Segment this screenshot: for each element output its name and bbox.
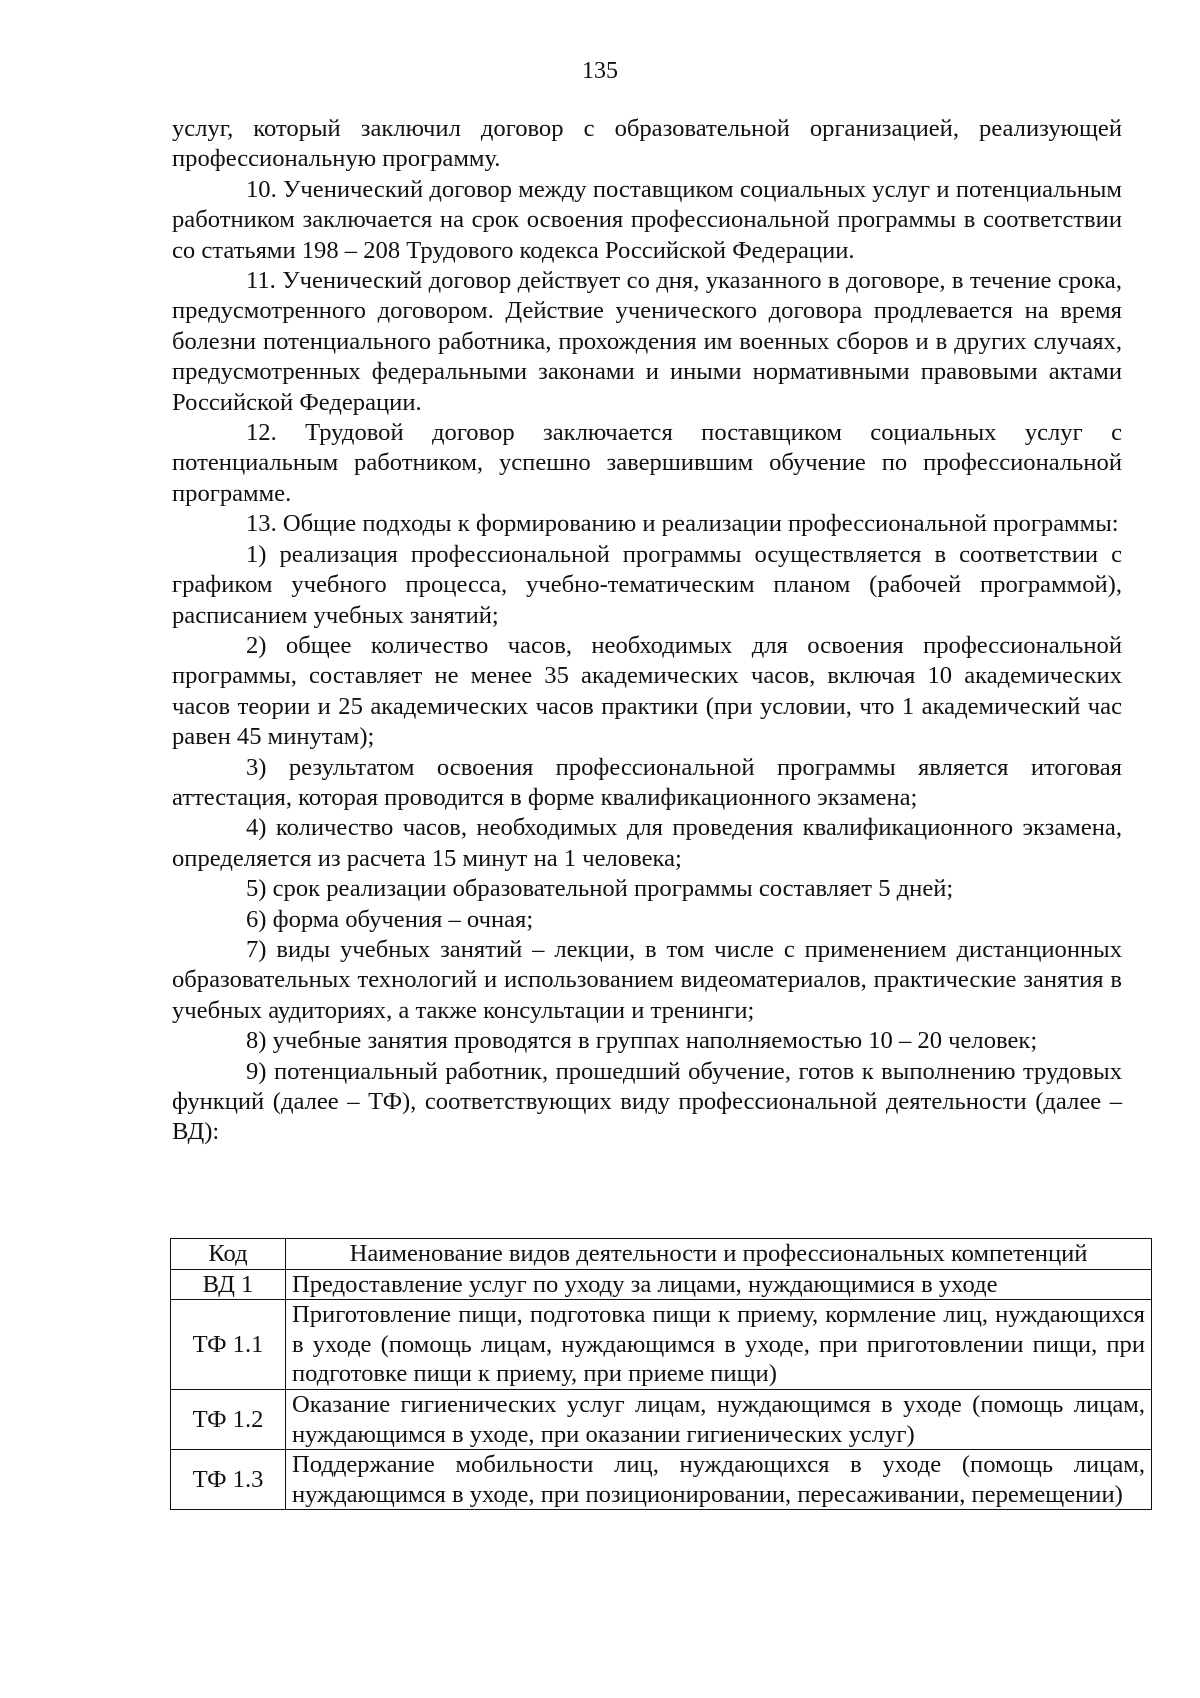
row-code: ВД 1 [171, 1269, 286, 1300]
paragraph-10: 10. Ученический договор между поставщиком социальных услуг и потенциальным работником заключается на срок освоения профессиональной программы в соответствии со статьями 198 – 208 Трудового кодекса Российской Федерации. [172, 175, 1122, 264]
row-name: Поддержание мобильности лиц, нуждающихся в уходе (помощь лицам, нуждающимся в уходе, при позиционировании, пересаживании, перемещении) [286, 1450, 1152, 1510]
table-row [171, 1300, 1152, 1390]
header-name: Наименование видов деятельности и профессиональных компетенций [286, 1239, 1152, 1270]
list-item-3: 3) результатом освоения профессиональной программы является итоговая аттестация, которая проводится в форме квалификационного экзамена; [172, 753, 1122, 811]
row-name: Приготовление пищи, подготовка пищи к приему, кормление лиц, нуждающихся в уходе (помощь лицам, нуждающимся в уходе, при приготовлении пищи, при подготовке пищи к приему, при приеме пищи) [286, 1300, 1152, 1390]
list-item-2: 2) общее количество часов, необходимых для освоения профессиональной программы, составляет не менее 35 академических часов, включая 10 академических часов теории и 25 академических часов практики (при условии, что 1 академический час равен 45 минутам); [172, 631, 1122, 751]
header-code: Код [171, 1239, 286, 1270]
list-item-5: 5) срок реализации образовательной программы составляет 5 дней; [246, 875, 954, 903]
list-item-4: 4) количество часов, необходимых для проведения квалификационного экзамена, определяется из расчета 15 минут на 1 человека; [172, 814, 1122, 872]
row-code: ТФ 1.1 [171, 1300, 286, 1390]
list-item-7: 7) виды учебных занятий – лекции, в том числе с применением дистанционных образовательных технологий и использованием видеоматериалов, практические занятия в учебных аудиториях, а также консультации и тренинги; [172, 935, 1122, 1024]
table-row [171, 1269, 1152, 1300]
table-header-row [171, 1239, 1152, 1270]
paragraph-continuation: услуг, который заключил договор с образовательной организацией, реализующей профессиональную программу. [172, 115, 1122, 173]
row-name: Предоставление услуг по уходу за лицами, нуждающимися в уходе [286, 1269, 1152, 1300]
table-row [171, 1450, 1152, 1510]
table-row [171, 1389, 1152, 1449]
paragraph-12: 12. Трудовой договор заключается поставщиком социальных услуг с потенциальным работником, успешно завершившим обучение по профессиональной программе. [172, 419, 1122, 507]
row-name: Оказание гигиенических услуг лицам, нуждающимся в уходе (помощь лицам, нуждающимся в уходе, при оказании гигиенических услуг) [286, 1389, 1152, 1449]
list-item-9: 9) потенциальный работник, прошедший обучение, готов к выполнению трудовых функций (далее – ТФ), соответствующих виду профессиональной деятельности (далее – ВД): [172, 1057, 1122, 1146]
row-code: ТФ 1.2 [171, 1389, 286, 1449]
paragraph-13: 13. Общие подходы к формированию и реализации профессиональной программы: [246, 510, 1119, 538]
list-item-1: 1) реализация профессиональной программы осуществляется в соответствии с графиком учебного процесса, учебно-тематическим планом (рабочей программой), расписанием учебных занятий; [172, 540, 1122, 629]
list-item-8: 8) учебные занятия проводятся в группах наполняемостью 10 – 20 человек; [246, 1027, 1038, 1055]
list-item-6: 6) форма обучения – очная; [246, 905, 534, 933]
paragraph-11: 11. Ученический договор действует со дня, указанного в договоре, в течение срока, предусмотренного договором. Действие ученического договора продлевается на время болезни потенциального работника, прохождения им военных сборов и в других случаях, предусмотренных федеральными законами и иными нормативными правовыми актами Российской Федерации. [172, 267, 1122, 416]
row-code: ТФ 1.3 [171, 1450, 286, 1510]
page-number: 135 [582, 58, 618, 84]
competencies-table [170, 1238, 1152, 1510]
document-body [172, 114, 1122, 1148]
